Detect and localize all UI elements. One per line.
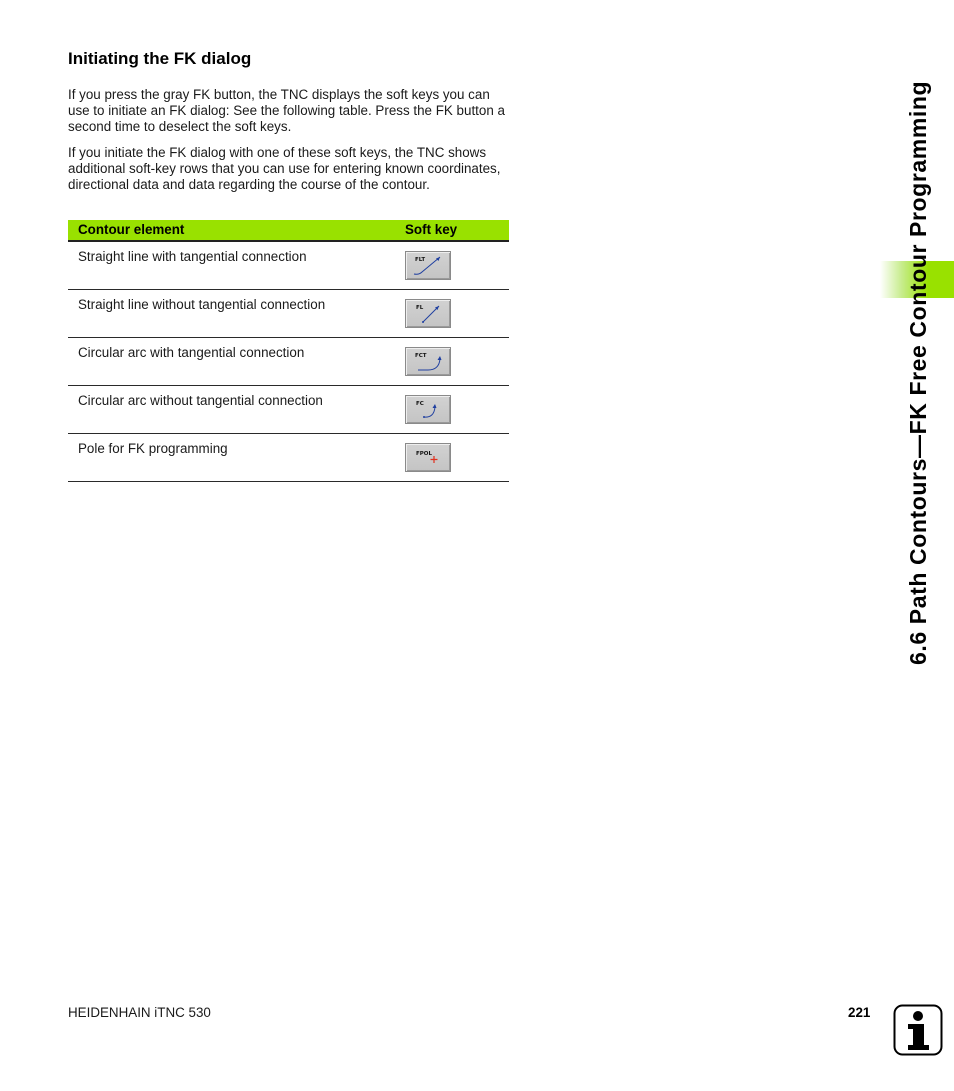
straight-line-tangential-icon	[406, 252, 452, 281]
softkey-caption: FC	[416, 401, 424, 407]
straight-line-icon	[406, 300, 452, 329]
arc-tangential-icon	[406, 348, 452, 377]
fc-softkey[interactable]	[405, 395, 451, 424]
intro-paragraph: If you press the gray FK button, the TNC displays the soft keys you can use to initiate an FK dialog: See the following table. Press the FK button a second time to deselect the soft keys.	[68, 87, 505, 134]
flt-softkey[interactable]	[405, 251, 451, 280]
fpol-softkey[interactable]	[405, 443, 451, 472]
info-icon	[893, 1004, 943, 1056]
pole-icon	[406, 444, 452, 473]
table-row	[68, 290, 509, 338]
row-label: Straight line without tangential connection	[78, 297, 326, 312]
row-label: Circular arc without tangential connection	[78, 393, 323, 408]
footer-manual-name: HEIDENHAIN iTNC 530	[68, 1005, 211, 1020]
header-contour-element: Contour element	[78, 222, 185, 237]
fk-softkey-table	[68, 220, 509, 482]
table-row	[68, 338, 509, 386]
page-number: 221	[848, 1005, 871, 1020]
section-heading: Initiating the FK dialog	[68, 49, 252, 68]
chapter-side-title: 6.6 Path Contours—FK Free Contour Programming	[905, 80, 931, 665]
arc-icon	[406, 396, 452, 425]
table-row	[68, 242, 509, 290]
softkey-rows-paragraph: If you initiate the FK dialog with one of these soft keys, the TNC shows additional soft-key rows that you can use for entering known coordinates, directional data and data regarding the course of the contour.	[68, 145, 501, 192]
softkey-caption: FCT	[415, 353, 427, 359]
header-soft-key: Soft key	[405, 222, 458, 237]
softkey-caption: FPOL	[416, 451, 432, 457]
fct-softkey[interactable]	[405, 347, 451, 376]
table-row	[68, 386, 509, 434]
table-header	[68, 220, 509, 242]
row-label: Circular arc with tangential connection	[78, 345, 305, 360]
softkey-caption: FL	[416, 305, 424, 311]
table-row	[68, 434, 509, 482]
row-label: Pole for FK programming	[78, 441, 228, 456]
softkey-caption: FLT	[415, 257, 426, 263]
fl-softkey[interactable]	[405, 299, 451, 328]
row-label: Straight line with tangential connection	[78, 249, 307, 264]
